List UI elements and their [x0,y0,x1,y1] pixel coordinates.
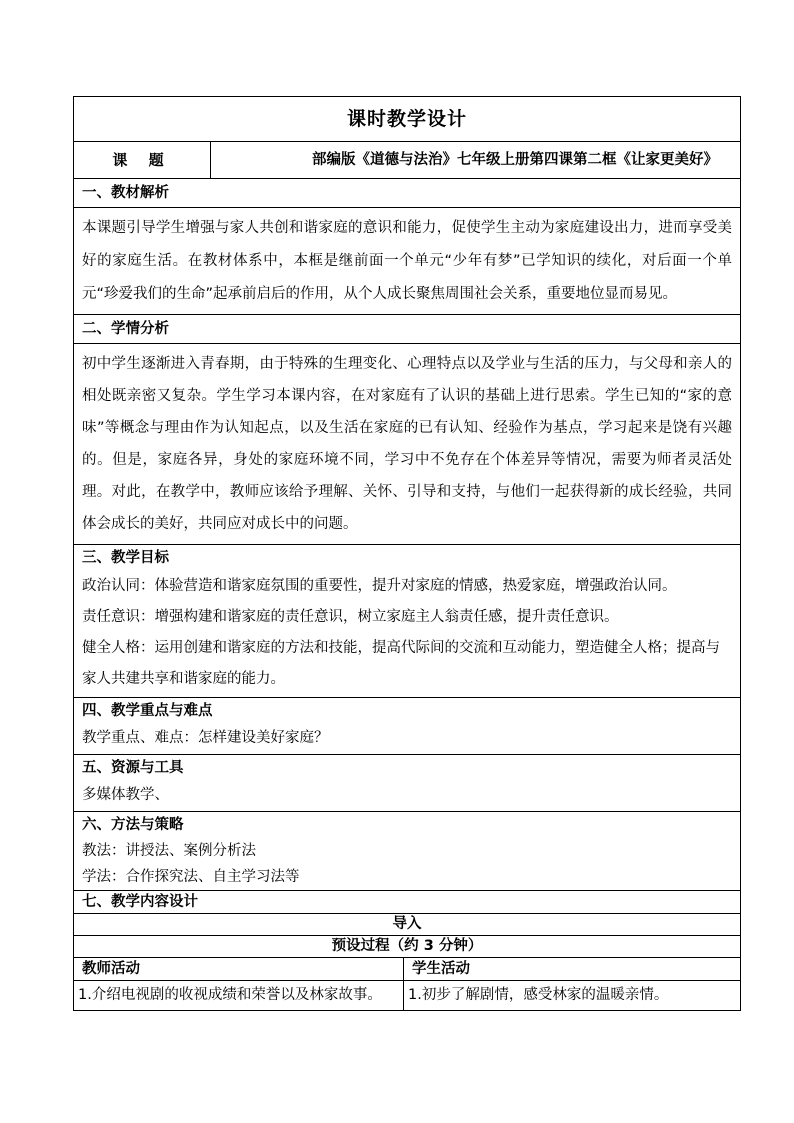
section-heading-learner-analysis: 二、学情分析 [74,315,741,344]
section-body-textbook-analysis [74,208,741,315]
section-heading-content-design: 七、教学内容设计 [74,891,741,914]
lesson-plan-table [73,96,741,1011]
section-body-learner-analysis [74,344,741,545]
objective-responsibility: 责任意识：增强构建和谐家庭的责任意识，树立家庭主人翁责任感，提升责任意识。 [82,609,619,625]
section-heading-methods: 六、方法与策略 [82,817,184,833]
key-points-text: 教学重点、难点：怎样建设美好家庭？ [82,730,329,746]
student-activity-cell: 1.初步了解剧情，感受林家的温暖亲情。 [404,981,741,1011]
section-resources [74,755,741,812]
textbook-analysis-paragraph: 本课题引导学生增强与家人共创和谐家庭的意识和能力，促使学生主动为家庭建设出力，进而享受美好的家庭生活。在教材体系中，本框是继前面一个单元“少年有梦”已学知识的续化，对后面一个单元“珍爱我们的生命”起承前启后的作用，从个人成长聚焦周围社会关系，重要地位显而易见。 [82,220,732,302]
section-methods [74,812,741,891]
section-heading-resources: 五、资源与工具 [82,760,184,776]
topic-label: 课 题 [74,142,211,179]
section-heading-key-points: 四、教学重点与难点 [82,703,213,719]
student-activity-header: 学生活动 [404,958,741,981]
topic-value: 部编版《道德与法治》七年级上册第四课第二框《让家更美好》 [211,142,741,179]
intro-label: 导入 [74,914,741,936]
learner-analysis-paragraph: 初中学生逐渐进入青春期，由于特殊的生理变化、心理特点以及学业与生活的压力，与父母和亲人的相处既亲密又复杂。学生学习本课内容，在对家庭有了认识的基础上进行思索。学生已知的“家的意味”等概念与理由作为认知起点，以及生活在家庭的已有认知、经验作为基点，学习起来是饶有兴趣的。但是，家庭各异，身处的家庭环境不同，学习中不免存在个体差异等情况，需要为师者灵活处理。对此，在教学中，教师应该给予理解、关怀、引导和支持，与他们一起获得新的成长经验，共同体会成长的美好，共同应对成长中的问题。 [82,356,732,532]
section-heading-teaching-objectives: 三、教学目标 [82,550,169,566]
section-key-points [74,698,741,755]
objective-personality: 健全人格：运用创建和谐家庭的方法和技能，提高代际间的交流和互动能力，塑造健全人格；提高与家人共建共享和谐家庭的能力。 [82,640,720,687]
objective-political: 政治认同：体验营造和谐家庭氛围的重要性，提升对家庭的情感，热爱家庭，增强政治认同。 [82,578,677,594]
process-label: 预设过程（约 3 分钟） [74,936,741,958]
teacher-activity-cell: 1.介绍电视剧的收视成绩和荣誉以及林家故事。 [74,981,404,1011]
learning-methods-text: 学法：合作探究法、自主学习法等 [82,869,300,885]
document-title: 课时教学设计 [74,97,741,142]
teacher-activity-header: 教师活动 [74,958,404,981]
teaching-methods-text: 教法：讲授法、案例分析法 [82,843,256,859]
section-teaching-objectives [74,545,741,698]
section-heading-textbook-analysis: 一、教材解析 [74,179,741,208]
resources-text: 多媒体教学、 [82,787,169,803]
